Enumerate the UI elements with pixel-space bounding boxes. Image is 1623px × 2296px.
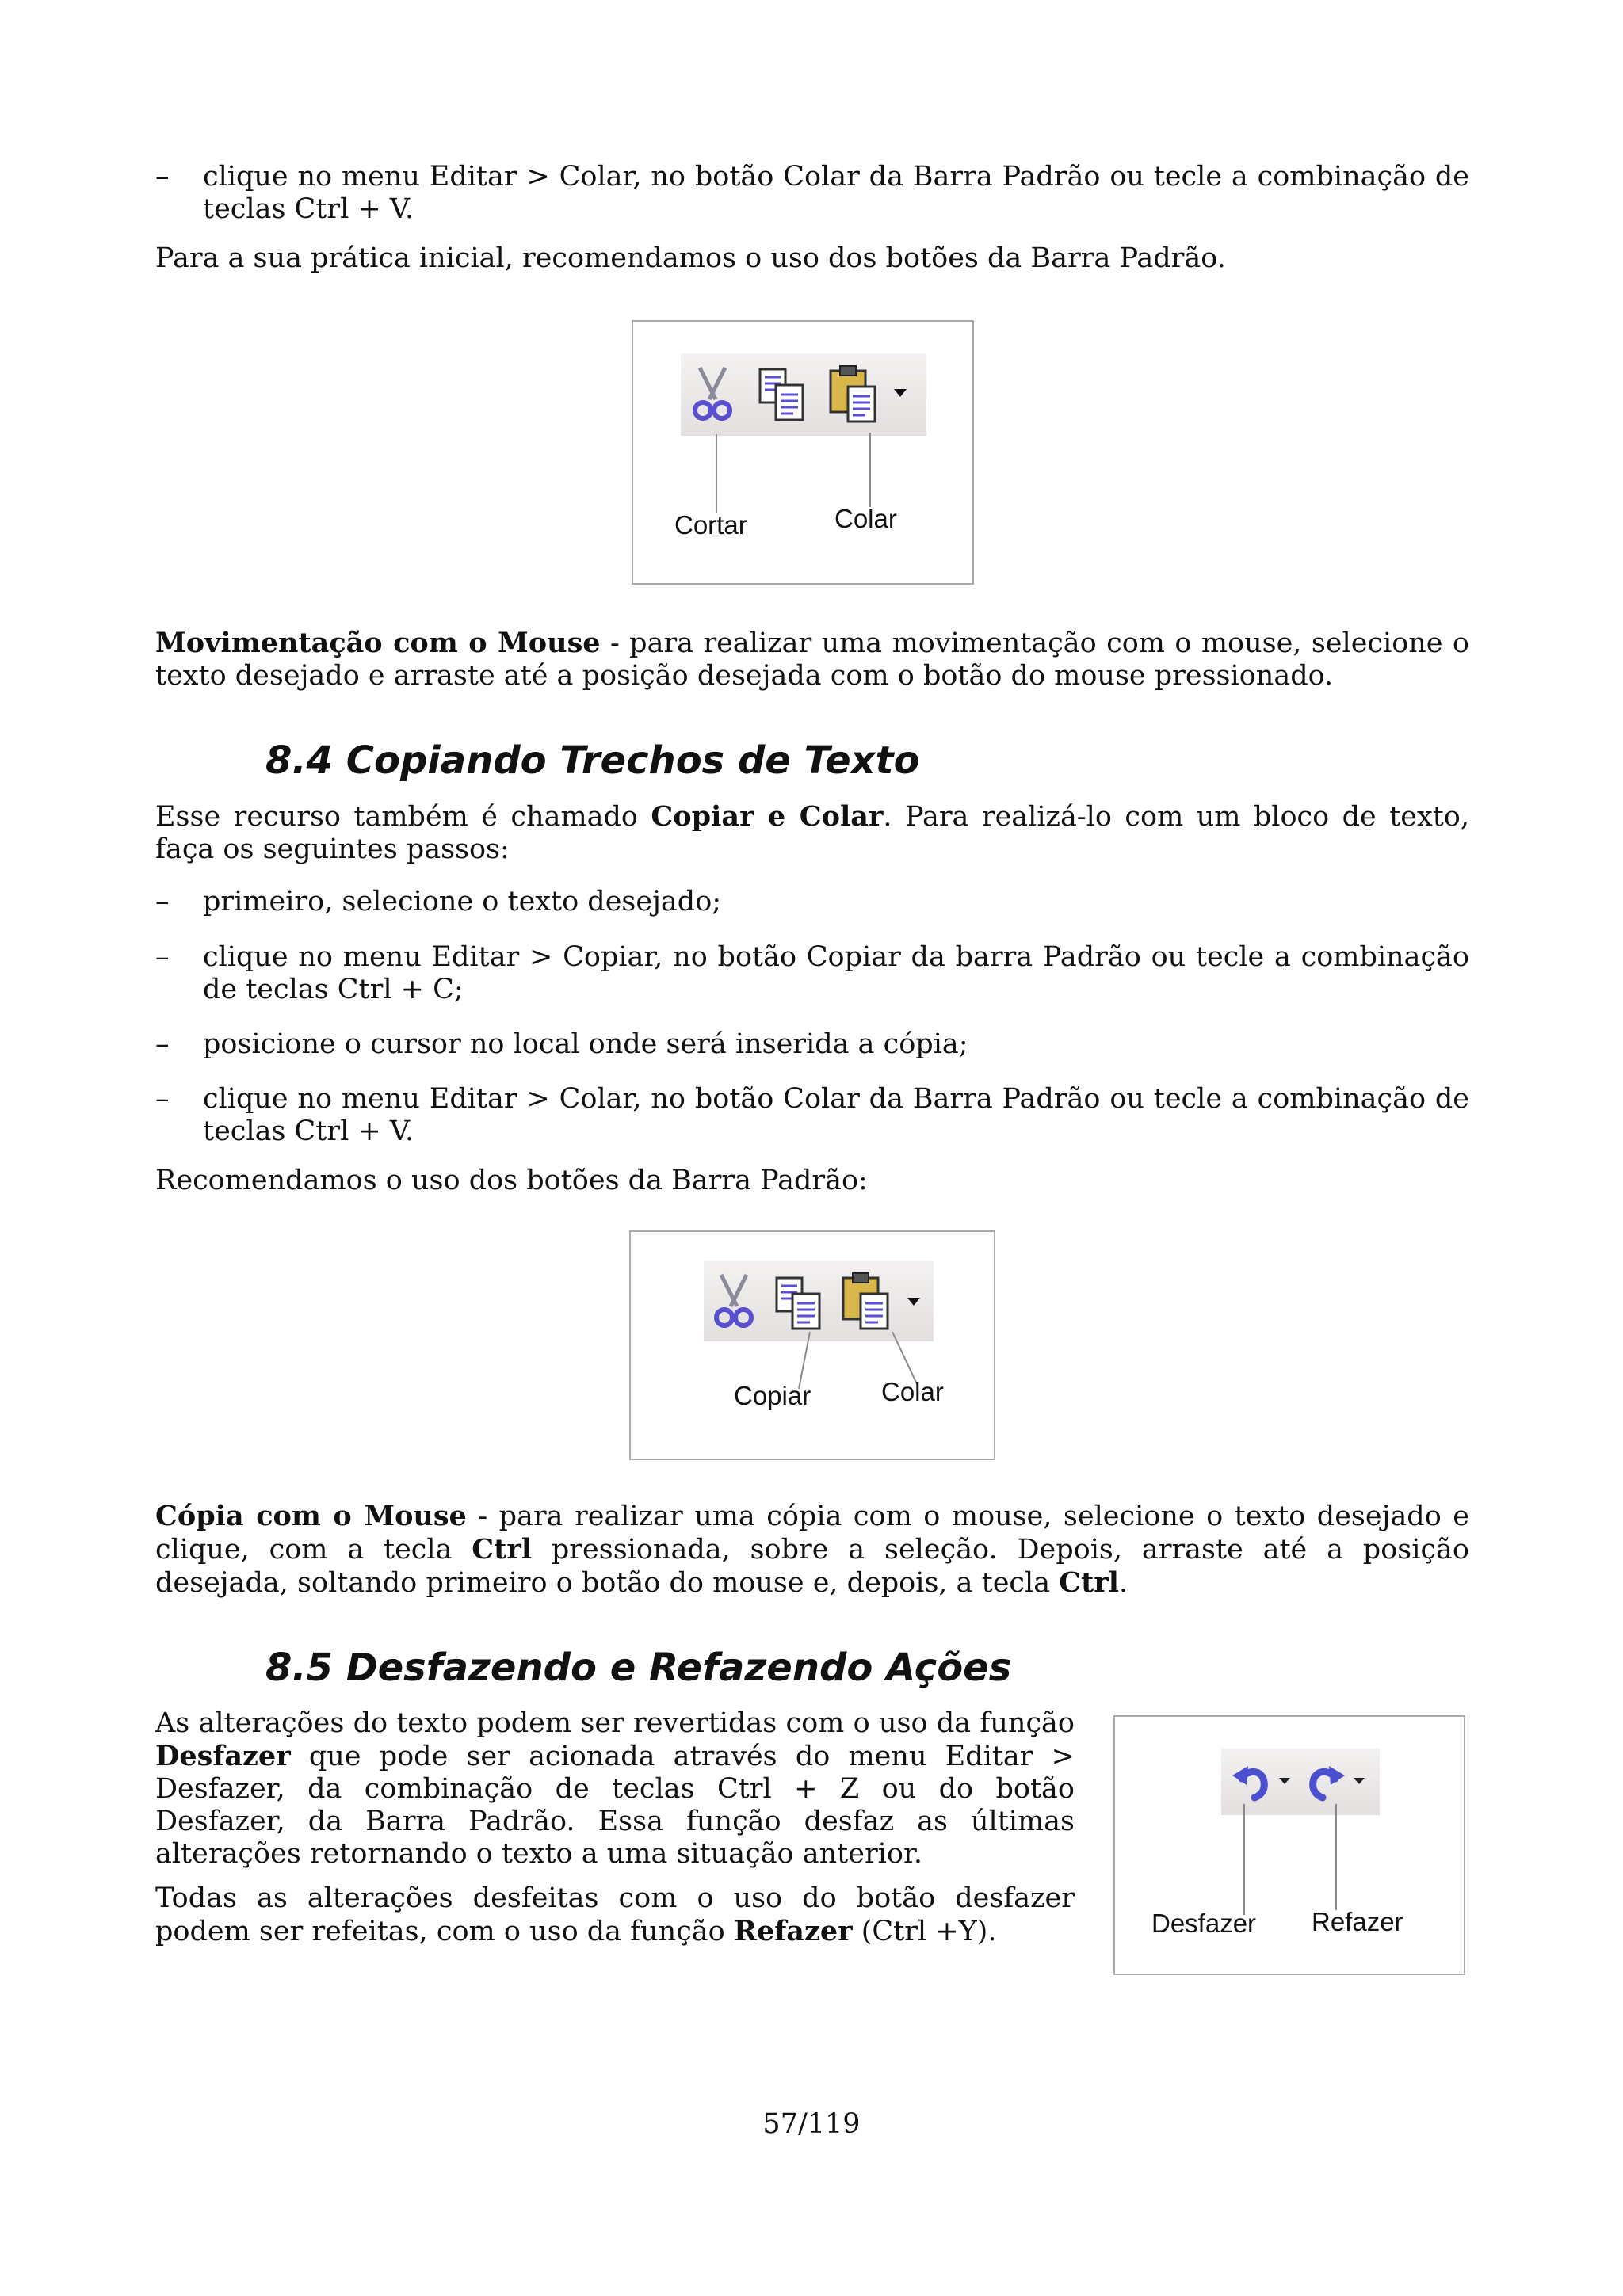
undo-dropdown-icon [1278, 1777, 1291, 1785]
paragraph-recommend: Recomendamos o uso dos botões da Barra Padrão: [155, 1165, 868, 1196]
key-ctrl: Ctrl [1059, 1566, 1119, 1599]
redo-text-a: Todas as alterações desfeitas com o uso do botão desfazer podem ser refeitas, com o uso da função [155, 1882, 1075, 1947]
copy-mouse-text-b: pressionada, sobre a seleção. Depois, arraste até a posição desejada, soltando primeiro o botão do mouse e, depois, a tecla [155, 1534, 1469, 1599]
callout-lines [631, 1232, 997, 1462]
label-colar: Colar [881, 1377, 944, 1406]
redo-dropdown-icon [1353, 1777, 1365, 1785]
list-dash: – [155, 1083, 170, 1115]
list-item-text: clique no menu Editar > Colar, no botão Colar da Barra Padrão ou tecle a combinação de teclas Ctrl + V. [203, 161, 1469, 225]
callout-line [1335, 1804, 1337, 1910]
undo-text-a: As alterações do texto podem ser revertidas com o uso da função [155, 1707, 1075, 1739]
list-item [155, 886, 1469, 918]
list-dash: – [155, 886, 170, 917]
list-item [155, 1028, 1469, 1061]
callout-line [1243, 1804, 1245, 1915]
undo-icon [1231, 1761, 1272, 1802]
label-refazer: Refazer [1312, 1907, 1403, 1936]
section-title-8-5: 8.5 Desfazendo e Refazendo Ações [265, 1646, 1012, 1690]
key-ctrl: Ctrl [472, 1533, 533, 1566]
toolbar-figure-cut-paste [632, 320, 974, 585]
copy-mouse-text-a: - para realizar uma cópia com o mouse, selecione o texto desejado e clique, com a tecla [155, 1501, 1469, 1566]
intro-text-a: Esse recurso também é chamado [155, 801, 651, 833]
list-dash: – [155, 1028, 170, 1060]
paragraph-undo [155, 1707, 1075, 1871]
label-cortar: Cortar [674, 510, 747, 540]
section-title-8-4: 8.4 Copiando Trechos de Texto [265, 738, 920, 783]
list-item-text: clique no menu Editar > Colar, no botão Colar da Barra Padrão ou tecle a combinação de teclas Ctrl + V. [203, 1083, 1469, 1147]
label-copiar: Copiar [734, 1381, 812, 1410]
label-colar: Colar [834, 504, 897, 533]
list-dash: – [155, 161, 170, 193]
redo-icon [1305, 1761, 1346, 1802]
toolbar-figure-copy-paste [629, 1230, 995, 1460]
list-item-text: clique no menu Editar > Copiar, no botão Copiar da barra Padrão ou tecle a combinação de teclas Ctrl + C; [203, 941, 1469, 1005]
callout-line [869, 433, 871, 507]
term-copiar-colar: Copiar e Colar [651, 800, 884, 833]
callout-line [716, 434, 717, 513]
scissors-icon [692, 364, 733, 425]
page-number: 57/119 [762, 2108, 861, 2140]
list-item-text: primeiro, selecione o texto desejado; [203, 886, 722, 917]
term-movimentacao: Movimentação com o Mouse [155, 627, 601, 659]
term-refazer: Refazer [733, 1915, 853, 1947]
copy-mouse-text-c: . [1118, 1567, 1128, 1599]
paragraph-copy-intro [155, 800, 1469, 866]
paragraph-copy-mouse [155, 1500, 1469, 1600]
list-item-text: posicione o cursor no local onde será inserida a cópia; [203, 1028, 968, 1060]
list-item [155, 161, 1469, 226]
paragraph-redo [155, 1882, 1075, 1948]
term-copia-mouse: Cópia com o Mouse [155, 1500, 467, 1532]
copy-icon [757, 366, 808, 423]
paragraph-move-mouse [155, 627, 1469, 692]
move-mouse-text: - para realizar uma movimentação com o mouse, selecione o texto desejado e arraste até a posição desejada com o botão do mouse pressionado. [155, 627, 1469, 692]
paragraph-practice: Para a sua prática inicial, recomendamos o uso dos botões da Barra Padrão. [155, 242, 1226, 274]
intro-text-b: . Para realizá-lo com um bloco de texto, faça os seguintes passos: [155, 801, 1469, 865]
dropdown-arrow-icon [893, 388, 907, 398]
redo-text-b: (Ctrl +Y). [852, 1916, 997, 1947]
label-desfazer: Desfazer [1151, 1909, 1257, 1938]
list-item [155, 941, 1469, 1006]
undo-text-b: que pode ser acionada através do menu Editar > Desfazer, da combinação de teclas Ctrl + Z ou do botão Desfazer, da Barra Padrão. Essa função desfaz as últimas alterações retornando o texto a uma situação anterior. [155, 1741, 1075, 1870]
paste-icon [827, 363, 880, 425]
list-dash: – [155, 941, 170, 973]
list-item [155, 1083, 1469, 1148]
term-desfazer: Desfazer [155, 1740, 291, 1772]
toolbar-figure-undo-redo [1113, 1715, 1465, 1975]
